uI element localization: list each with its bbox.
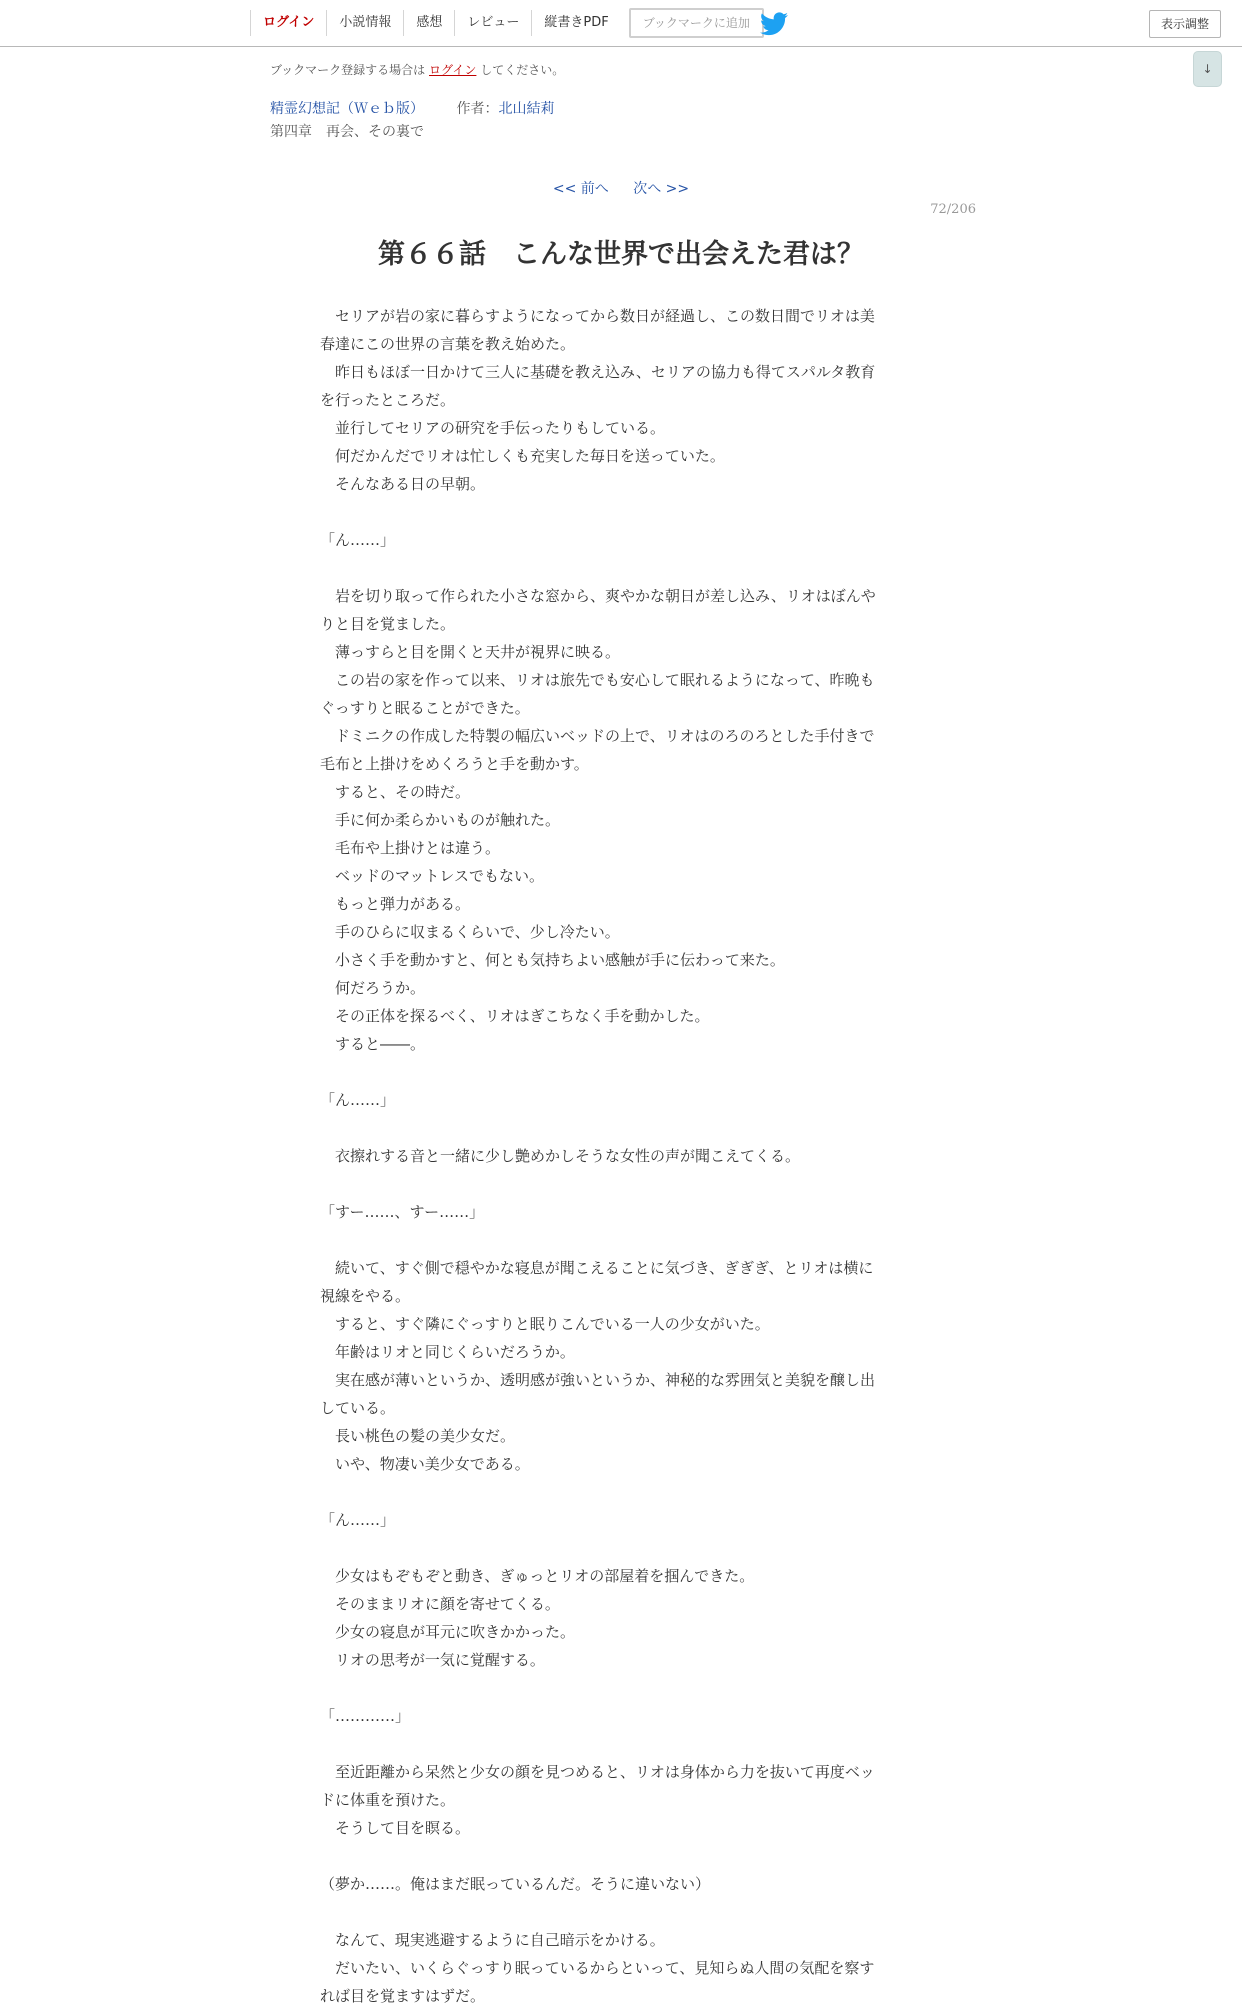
body-line: 「ん……」 (320, 531, 396, 549)
body-line: 「ん……」 (320, 1511, 396, 1529)
body-line: ぐっすりと眠ることができた。 (320, 699, 530, 717)
body-line: 毛布や上掛けとは違う。 (320, 839, 501, 857)
body-line: だいたい、いくらぐっすり眠っているからといって、見知らぬ人間の気配を察す (320, 1959, 875, 1977)
body-line (320, 498, 920, 526)
body-line: している。 (320, 1399, 396, 1417)
display-settings-button[interactable]: 表示調整 (1149, 10, 1221, 38)
bookmark-note-pre: ブックマーク登録する場合は (270, 63, 426, 77)
body-line: 毛布と上掛けをめくろうと手を動かす。 (320, 755, 589, 773)
body-line: 視線をやる。 (320, 1287, 411, 1305)
nav-impressions[interactable]: 感想 (403, 10, 454, 36)
body-line: 手のひらに収まるくらいで、少し冷たい。 (320, 923, 620, 941)
body-line: りと目を覚ました。 (320, 615, 456, 633)
body-line: 「すー……、すー……」 (320, 1203, 485, 1221)
body-line: 手に何か柔らかいものが触れた。 (320, 811, 561, 829)
body-line: 岩を切り取って作られた小さな窓から、爽やかな朝日が差し込み、リオはぼんや (320, 587, 876, 605)
body-line: セリアが岩の家に暮らすようになってから数日が経過し、この数日間でリオは美 (320, 307, 875, 325)
nav-vertical-pdf[interactable]: 縦書きPDF (531, 10, 620, 36)
body-line: 何だろうか。 (320, 979, 426, 997)
body-line (320, 1226, 920, 1254)
author-label: 作者： (456, 101, 499, 117)
body-line: 衣擦れする音と一緒に少し艶めかしそうな女性の声が聞こえてくる。 (320, 1147, 801, 1165)
body-line: 小さく手を動かすと、何とも気持ちよい感触が手に伝わって来た。 (320, 951, 785, 969)
body-line: を行ったところだ。 (320, 391, 456, 409)
body-line: 少女はもぞもぞと動き、ぎゅっとリオの部屋着を掴んできた。 (320, 1567, 755, 1585)
bookmark-note-post: してください。 (480, 63, 565, 77)
episode-body (320, 302, 920, 2010)
page-count: 72/206 (930, 202, 976, 217)
body-line: 年齢はリオと同じくらいだろうか。 (320, 1343, 575, 1361)
body-line: いや、物凄い美少女である。 (320, 1455, 530, 1473)
body-line: この岩の家を作って以来、リオは旅先でも安心して眠れるようになって、昨晩も (320, 671, 875, 689)
body-line (320, 554, 920, 582)
nav-novel-info[interactable]: 小説情報 (326, 10, 403, 36)
novel-title-link[interactable]: 精霊幻想記（Ｗｅｂ版） (270, 101, 424, 117)
body-line: 実在感が薄いというか、透明感が強いというか、神秘的な雰囲気と美貌を醸し出 (320, 1371, 876, 1389)
twitter-icon[interactable] (760, 12, 788, 36)
body-line (320, 1478, 920, 1506)
body-line: そんなある日の早朝。 (320, 475, 486, 493)
next-page-link[interactable]: 次へ >> (633, 181, 690, 197)
body-line (320, 1058, 920, 1086)
body-line (320, 1170, 920, 1198)
body-line: 少女の寝息が耳元に吹きかかった。 (320, 1623, 576, 1641)
body-line: リオの思考が一気に覚醒する。 (320, 1651, 545, 1669)
body-line: 長い桃色の髪の美少女だ。 (320, 1427, 516, 1445)
episode-pager (0, 178, 1242, 198)
body-line: ドミニクの作成した特製の幅広いベッドの上で、リオはのろのろとした手付きで (320, 727, 875, 745)
body-line: 何だかんだでリオは忙しくも充実した毎日を送っていた。 (320, 447, 725, 465)
body-line: もっと弾力がある。 (320, 895, 471, 913)
bookmark-note (270, 61, 564, 78)
body-line: その正体を探るべく、リオはぎこちなく手を動かした。 (320, 1007, 710, 1025)
nav-login[interactable]: ログイン (250, 10, 326, 36)
body-line: そうして目を瞑る。 (320, 1819, 471, 1837)
body-line: すると、その時だ。 (320, 783, 471, 801)
body-line: 「…………」 (320, 1707, 411, 1725)
top-header (0, 0, 1242, 47)
body-line: （夢か……。俺はまだ眠っているんだ。そうに違いない） (320, 1875, 711, 1893)
prev-page-link[interactable]: << 前へ (552, 181, 609, 197)
body-line (320, 1114, 920, 1142)
body-line: 春達にこの世界の言葉を教え始めた。 (320, 335, 576, 353)
episode-title: 第６６話 こんな世界で出会えた君は？ (378, 239, 864, 270)
nav-review[interactable]: レビュー (454, 10, 531, 36)
body-line: 並行してセリアの研究を手伝ったりもしている。 (320, 419, 666, 437)
novel-info-line (270, 98, 554, 118)
body-line: すると、すぐ隣にぐっすりと眠りこんでいる一人の少女がいた。 (320, 1315, 770, 1333)
body-line (320, 1674, 920, 1702)
chapter-title: 第四章 再会、その裏で (270, 124, 424, 140)
body-line: すると――。 (320, 1035, 426, 1053)
bookmark-note-login-link[interactable]: ログイン (429, 63, 477, 77)
body-line: ベッドのマットレスでもない。 (320, 867, 544, 885)
author-link[interactable]: 北山結莉 (498, 101, 555, 117)
body-line: 「ん……」 (320, 1091, 396, 1109)
body-line: そのままリオに顔を寄せてくる。 (320, 1595, 560, 1613)
body-line: れば目を覚ますはずだ。 (320, 1987, 486, 2005)
body-line: 薄っすらと目を開くと天井が視界に映る。 (320, 643, 621, 661)
body-line (320, 1730, 920, 1758)
body-line: 至近距離から呆然と少女の顔を見つめると、リオは身体から力を抜いて再度ベッ (320, 1763, 875, 1781)
body-line: ドに体重を預けた。 (320, 1791, 456, 1809)
body-line: なんて、現実逃避するように自己暗示をかける。 (320, 1931, 665, 1949)
add-bookmark-button[interactable]: ブックマークに追加 (629, 8, 764, 38)
top-nav (250, 0, 764, 46)
body-line (320, 1842, 920, 1870)
body-line (320, 1898, 920, 1926)
body-line: 昨日もほぼ一日かけて三人に基礎を教え込み、セリアの協力も得てスパルタ教育 (320, 363, 876, 381)
scroll-down-button[interactable]: ↓ (1193, 51, 1222, 87)
body-line (320, 1534, 920, 1562)
body-line: 続いて、すぐ側で穏やかな寝息が聞こえることに気づき、ぎぎぎ、とリオは横に (320, 1259, 874, 1277)
